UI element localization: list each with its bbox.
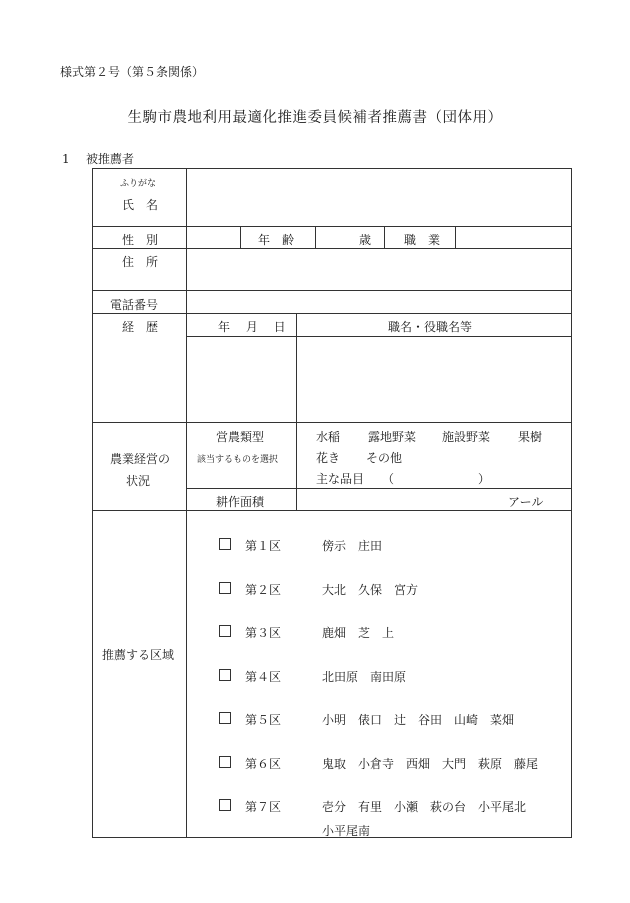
district-checkbox[interactable]: [219, 799, 231, 813]
section-label: 被推薦者: [86, 152, 135, 166]
district-areas: 北田原 南田原: [322, 669, 407, 684]
main-item-open-paren: （: [382, 472, 395, 486]
occupation-label: 職 業: [404, 233, 441, 247]
main-item-close-paren: ）: [478, 472, 491, 486]
main-item-label: 主な品目: [316, 472, 365, 486]
district-areas: 壱分 有里 小瀬 萩の台 小平尾北: [322, 800, 527, 814]
district-continuation: 小平尾南: [322, 824, 371, 838]
type-greenhouse-vegetables: 施設野菜: [442, 430, 491, 444]
district-checkbox[interactable]: [219, 538, 231, 552]
history-date-header: 年 月 日: [218, 320, 286, 334]
form-number: 様式第２号（第５条関係）: [60, 65, 205, 79]
district-checkbox[interactable]: [219, 582, 231, 596]
farming-type-label: 営農類型: [216, 430, 265, 444]
section-heading: [62, 150, 134, 167]
area-unit: アール: [508, 495, 544, 509]
district-areas: 大北 久保 宮方: [322, 582, 419, 597]
history-label: 経 歴: [122, 320, 159, 334]
phone-label: 電話番号: [110, 298, 159, 312]
history-title-header: 職名・役職名等: [388, 320, 473, 334]
farming-label-2: 状況: [126, 474, 151, 488]
section-number: 1: [62, 152, 70, 166]
document-title: 生駒市農地利用最適化推進委員候補者推薦書（団体用）: [127, 110, 503, 126]
furigana-label: ふりがな: [120, 179, 157, 189]
farming-type-note: 該当するものを選択: [197, 455, 279, 465]
district-name: 第１区: [245, 539, 282, 553]
gender-label: 性 別: [122, 233, 159, 247]
type-flowers: 花き: [316, 451, 341, 465]
district-checkbox[interactable]: [219, 756, 231, 770]
name-label: 氏 名: [122, 198, 159, 212]
district-areas: 小明 俵口 辻 谷田 山崎 菜畑: [322, 713, 515, 727]
area-label: 耕作面積: [216, 495, 265, 509]
type-fruit-trees: 果樹: [518, 430, 543, 444]
district-areas: 傍示 庄田: [322, 539, 383, 553]
district-areas: 鹿畑 芝 上: [322, 626, 395, 640]
age-unit-label: 歳: [359, 233, 372, 247]
type-rice: 水稲: [316, 430, 341, 444]
district-name: 第６区: [245, 756, 282, 771]
district-checkbox[interactable]: [219, 625, 231, 639]
district-areas: 鬼取 小倉寺 西畑 大門 萩原 藤尾: [322, 756, 539, 771]
type-field-vegetables: 露地野菜: [368, 430, 417, 444]
type-other: その他: [366, 451, 403, 465]
district-checkbox[interactable]: [219, 669, 231, 683]
district-name: 第５区: [245, 713, 282, 727]
address-label: 住 所: [122, 255, 159, 269]
district-name: 第４区: [245, 669, 282, 684]
age-label: 年 齢: [258, 233, 295, 247]
district-name: 第３区: [245, 626, 282, 640]
farming-label: 農業経営の: [110, 452, 171, 466]
district-name: 第２区: [245, 582, 282, 597]
district-checkbox[interactable]: [219, 712, 231, 726]
district-label: 推薦する区域: [102, 648, 175, 662]
district-name: 第７区: [245, 800, 282, 814]
